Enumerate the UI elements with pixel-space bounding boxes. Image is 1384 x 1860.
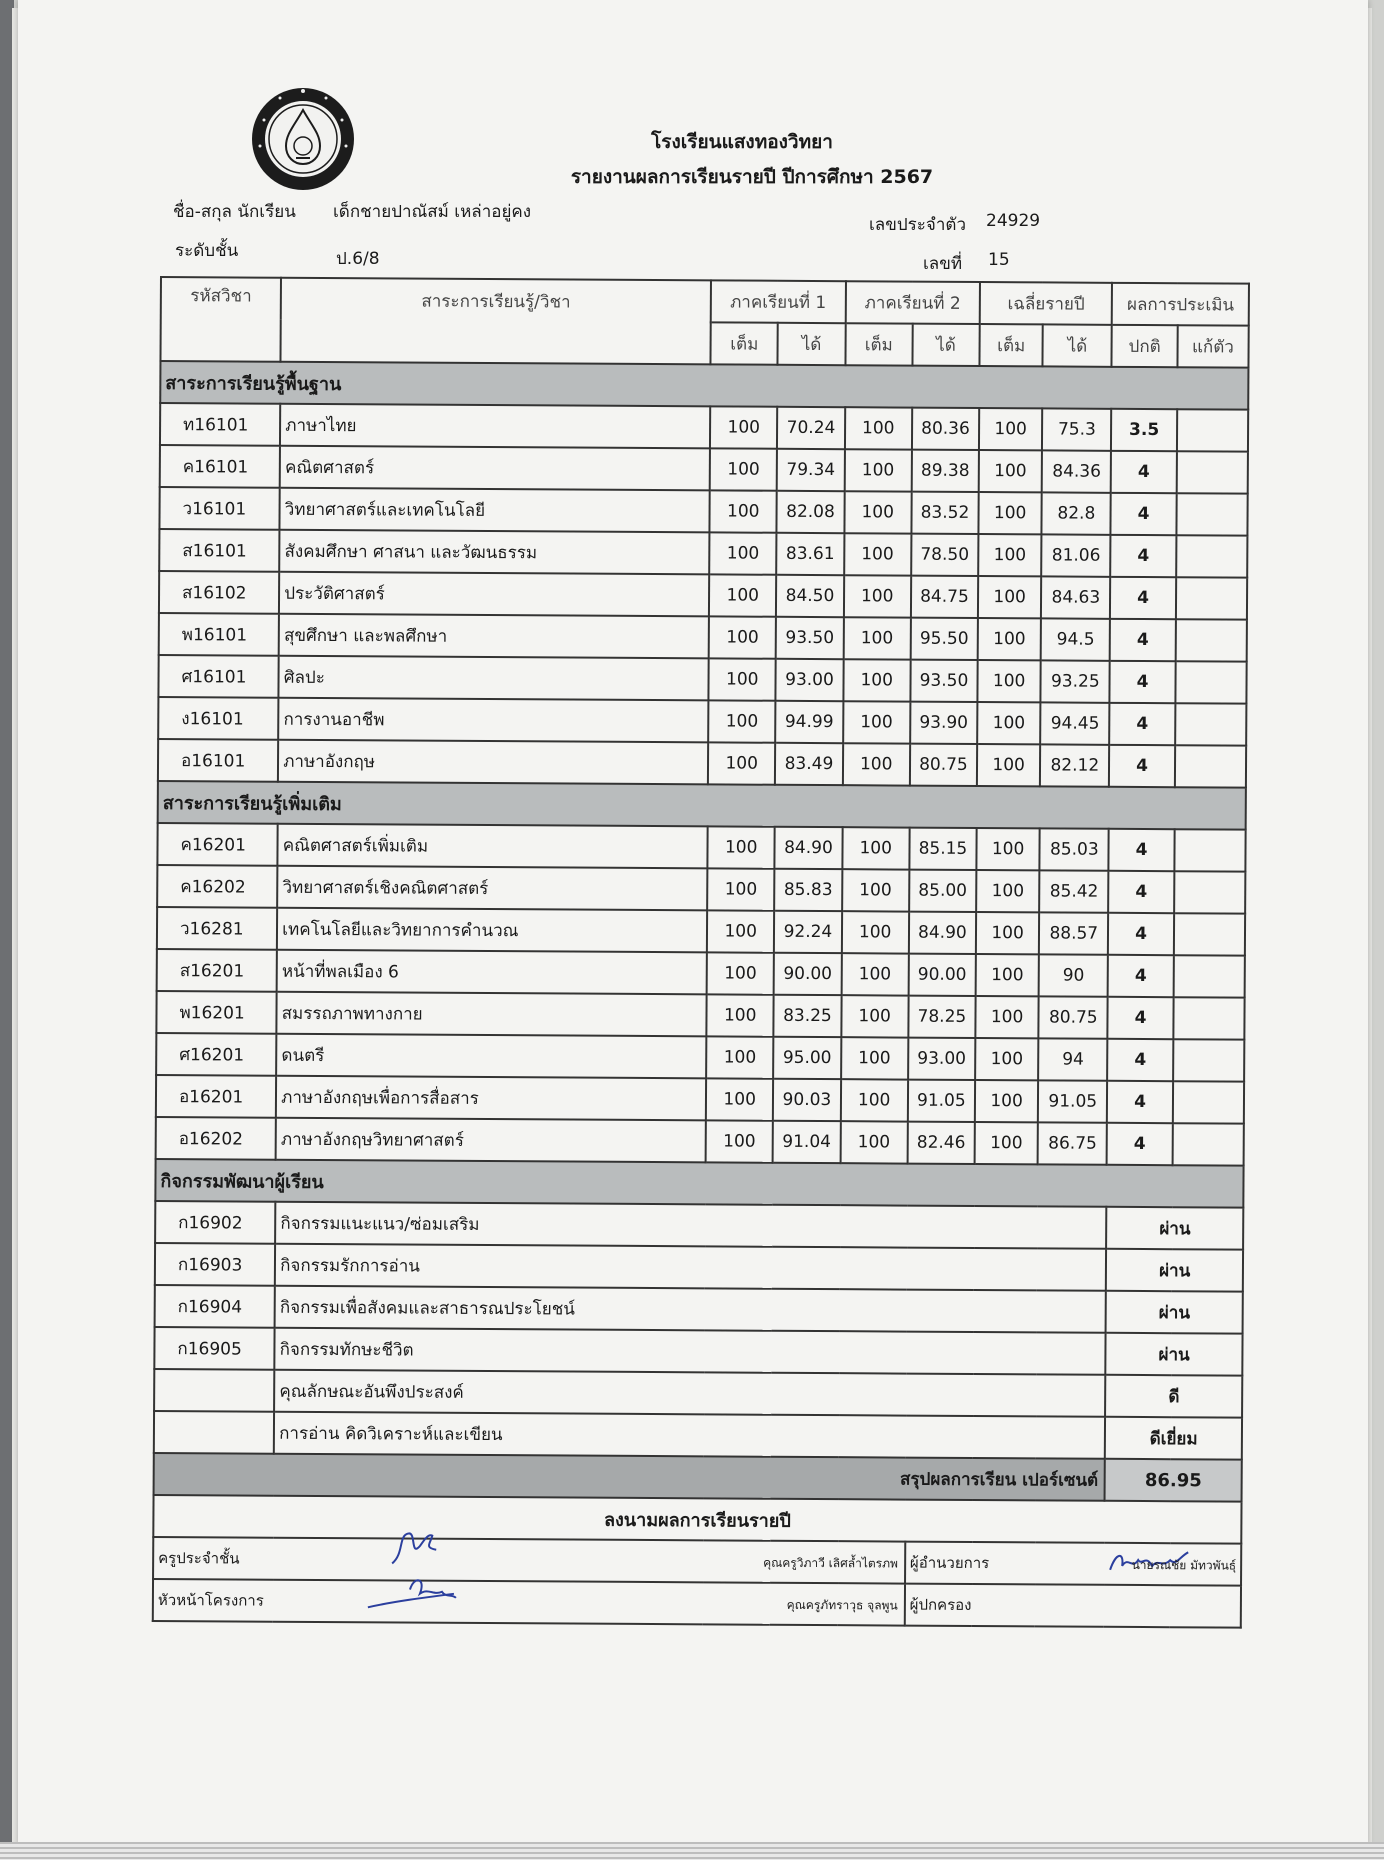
term2-full: 100 bbox=[842, 869, 909, 911]
term1-full: 100 bbox=[709, 532, 776, 574]
subject-row bbox=[159, 487, 1247, 536]
activity-code: ก16904 bbox=[155, 1285, 275, 1328]
term2-got: 80.36 bbox=[912, 408, 979, 450]
activity-code bbox=[154, 1369, 274, 1412]
term2-got: 78.50 bbox=[911, 534, 978, 576]
subject-name: ประวัติศาสตร์ bbox=[279, 572, 709, 617]
term2-full: 100 bbox=[844, 533, 911, 575]
average-full: 100 bbox=[979, 408, 1042, 450]
subject-name: เทคโนโลยีและวิทยาการคำนวณ bbox=[277, 908, 707, 953]
subject-row bbox=[160, 445, 1248, 494]
subject-code: อ16101 bbox=[158, 739, 278, 782]
term1-full: 100 bbox=[708, 700, 775, 742]
grade-corrected bbox=[1173, 997, 1245, 1039]
subject-code: อ16202 bbox=[156, 1117, 276, 1160]
term1-full: 100 bbox=[707, 952, 774, 994]
term1-got: 85.83 bbox=[774, 869, 841, 911]
activity-name: กิจกรรมเพื่อสังคมและสาธารณประโยชน์ bbox=[275, 1286, 1106, 1333]
student-name-label: ชื่อ-สกุล นักเรียน bbox=[173, 202, 296, 222]
term2-got: 85.15 bbox=[909, 828, 976, 870]
table-body-activities bbox=[154, 1159, 1244, 1460]
grade-normal: 4 bbox=[1109, 871, 1174, 913]
subject-name: วิทยาศาสตร์และเทคโนโลยี bbox=[280, 488, 710, 533]
subject-name: คณิตศาสตร์ bbox=[280, 446, 710, 491]
subject-code: ค16202 bbox=[157, 865, 277, 908]
activity-code: ก16905 bbox=[154, 1327, 274, 1370]
activity-name: กิจกรรมรักการอ่าน bbox=[275, 1244, 1106, 1291]
grade-normal: 4 bbox=[1110, 661, 1175, 703]
grade-corrected bbox=[1175, 745, 1247, 787]
header-term1: ภาคเรียนที่ 1 bbox=[711, 280, 846, 323]
term1-got: 94.99 bbox=[775, 701, 842, 743]
section-row-additional bbox=[158, 781, 1246, 830]
average-got: 90 bbox=[1039, 954, 1109, 996]
subject-code: ศ16101 bbox=[158, 655, 278, 698]
subject-name: สมรรถภาพทางกาย bbox=[277, 992, 707, 1037]
grade-corrected bbox=[1174, 829, 1246, 871]
grade-normal: 4 bbox=[1111, 451, 1176, 493]
activity-code: ก16903 bbox=[155, 1243, 275, 1286]
subject-code: ง16101 bbox=[158, 697, 278, 740]
activity-name: กิจกรรมแนะแนว/ซ่อมเสริม bbox=[275, 1202, 1106, 1249]
term1-full: 100 bbox=[707, 910, 774, 952]
term2-got: 83.52 bbox=[911, 492, 978, 534]
grade-corrected bbox=[1175, 703, 1247, 745]
subject-code: ส16201 bbox=[157, 949, 277, 992]
subject-name: คณิตศาสตร์เพิ่มเติม bbox=[278, 824, 708, 869]
summary-value: 86.95 bbox=[1105, 1459, 1242, 1502]
activity-name: คุณลักษณะอันพึงประสงค์ bbox=[274, 1370, 1105, 1417]
subject-name: ศิลปะ bbox=[279, 656, 709, 701]
average-full: 100 bbox=[978, 492, 1041, 534]
subject-row bbox=[156, 1117, 1244, 1166]
average-full: 100 bbox=[979, 450, 1042, 492]
term2-full: 100 bbox=[841, 911, 908, 953]
activity-row bbox=[155, 1243, 1243, 1292]
grade-corrected bbox=[1176, 451, 1248, 493]
average-got: 88.57 bbox=[1039, 912, 1109, 954]
average-got: 82.12 bbox=[1040, 744, 1110, 786]
average-full: 100 bbox=[977, 660, 1040, 702]
grade-corrected bbox=[1176, 577, 1248, 619]
grade-corrected bbox=[1174, 913, 1246, 955]
homeroom-name: คุณครูวิภาวี เลิศล้ำไตรภพ bbox=[763, 1555, 898, 1571]
average-got: 94.45 bbox=[1040, 702, 1110, 744]
term1-got: 79.34 bbox=[777, 449, 844, 491]
header-got: ได้ bbox=[1043, 324, 1113, 366]
term2-full: 100 bbox=[840, 1121, 907, 1163]
average-full: 100 bbox=[975, 996, 1038, 1038]
term1-full: 100 bbox=[706, 1036, 773, 1078]
grade-normal: 4 bbox=[1107, 1123, 1172, 1165]
section-row-activities bbox=[155, 1159, 1243, 1208]
average-full: 100 bbox=[978, 576, 1041, 618]
grade-normal: 4 bbox=[1108, 955, 1173, 997]
grade-corrected bbox=[1173, 1039, 1245, 1081]
term2-got: 84.90 bbox=[909, 912, 976, 954]
term2-got: 80.75 bbox=[910, 744, 977, 786]
table-body bbox=[158, 361, 1249, 788]
activity-code: ก16902 bbox=[155, 1201, 275, 1244]
report-title: รายงานผลการเรียนรายปี ปีการศึกษา 2567 bbox=[570, 166, 934, 188]
term2-got: 85.00 bbox=[909, 870, 976, 912]
average-full: 100 bbox=[976, 828, 1039, 870]
subject-row bbox=[157, 949, 1245, 998]
average-full: 100 bbox=[976, 912, 1039, 954]
term2-got: 93.50 bbox=[910, 660, 977, 702]
subject-name: ภาษาอังกฤษเพื่อการสื่อสาร bbox=[276, 1076, 706, 1121]
term2-got: 95.50 bbox=[910, 618, 977, 660]
project-head-signature bbox=[364, 1567, 474, 1618]
table-footer bbox=[153, 1453, 1242, 1628]
subject-name: ภาษาไทย bbox=[280, 404, 710, 449]
header-got: ได้ bbox=[912, 324, 979, 366]
term1-got: 70.24 bbox=[777, 407, 844, 449]
term2-full: 100 bbox=[841, 953, 908, 995]
term2-full: 100 bbox=[844, 449, 911, 491]
table-header bbox=[160, 277, 1248, 368]
average-full: 100 bbox=[975, 1122, 1038, 1164]
school-name: โรงเรียนแสงทองวิทยา bbox=[651, 131, 833, 153]
subject-code: พ16101 bbox=[159, 613, 279, 656]
subject-row bbox=[160, 403, 1248, 452]
grade-corrected bbox=[1174, 871, 1246, 913]
subject-name: วิทยาศาสตร์เชิงคณิตศาสตร์ bbox=[277, 866, 707, 911]
header-evaluation: ผลการประเมิน bbox=[1112, 283, 1249, 326]
average-got: 82.8 bbox=[1042, 492, 1112, 534]
grade-corrected bbox=[1175, 661, 1247, 703]
term1-full: 100 bbox=[710, 490, 777, 532]
subject-name: สุขศึกษา และพลศึกษา bbox=[279, 614, 709, 659]
term1-got: 84.50 bbox=[776, 575, 843, 617]
grade-corrected bbox=[1176, 535, 1248, 577]
activity-result: ผ่าน bbox=[1106, 1291, 1243, 1334]
header-corrected: แก้ตัว bbox=[1177, 325, 1249, 367]
term2-full: 100 bbox=[841, 1037, 908, 1079]
student-number-value: 15 bbox=[988, 250, 1010, 270]
level-value: ป.6/8 bbox=[336, 249, 380, 269]
grade-normal: 4 bbox=[1108, 1039, 1173, 1081]
term2-full: 100 bbox=[841, 995, 908, 1037]
header-full: เต็ม bbox=[845, 323, 912, 365]
term2-got: 82.46 bbox=[907, 1122, 974, 1164]
grade-corrected bbox=[1172, 1081, 1244, 1123]
grade-report-table bbox=[152, 276, 1250, 1629]
student-id-value: 24929 bbox=[986, 211, 1041, 231]
term2-full: 100 bbox=[843, 575, 910, 617]
summary-label: สรุปผลการเรียน เปอร์เซนต์ bbox=[154, 1453, 1106, 1501]
subject-code: ท16101 bbox=[160, 403, 280, 446]
activity-row bbox=[154, 1327, 1242, 1376]
average-full: 100 bbox=[976, 954, 1039, 996]
subject-row bbox=[159, 571, 1247, 620]
term2-got: 78.25 bbox=[908, 996, 975, 1038]
subject-name: ภาษาอังกฤษ bbox=[278, 740, 708, 785]
term1-full: 100 bbox=[706, 1120, 773, 1162]
grade-normal: 4 bbox=[1110, 619, 1175, 661]
subject-name: ภาษาอังกฤษวิทยาศาสตร์ bbox=[276, 1118, 706, 1163]
grade-corrected bbox=[1176, 493, 1248, 535]
term1-got: 83.61 bbox=[777, 533, 844, 575]
term1-full: 100 bbox=[707, 868, 774, 910]
section-title: สาระการเรียนรู้เพิ่มเติม bbox=[158, 781, 1246, 830]
header-code: รหัสวิชา bbox=[160, 277, 281, 362]
average-got: 84.63 bbox=[1041, 576, 1111, 618]
student-name-value: เด็กชายปาณัสม์ เหล่าอยู่คง bbox=[333, 202, 532, 222]
average-got: 75.3 bbox=[1042, 408, 1112, 450]
header-average: เฉลี่ยรายปี bbox=[980, 282, 1113, 325]
term1-got: 82.08 bbox=[777, 491, 844, 533]
activity-name: กิจกรรมทักษะชีวิต bbox=[275, 1328, 1106, 1375]
parent-cell bbox=[905, 1584, 1241, 1628]
term2-got: 91.05 bbox=[908, 1080, 975, 1122]
grade-corrected bbox=[1175, 619, 1247, 661]
subject-code: พ16201 bbox=[156, 991, 276, 1034]
director-name: นายรณชัย มัทวพันธุ์ bbox=[1131, 1557, 1237, 1573]
section-title: สาระการเรียนรู้พื้นฐาน bbox=[160, 361, 1248, 410]
term2-full: 100 bbox=[842, 827, 909, 869]
grade-normal: 4 bbox=[1109, 745, 1174, 787]
subject-code: อ16201 bbox=[156, 1075, 276, 1118]
average-full: 100 bbox=[977, 702, 1040, 744]
term1-full: 100 bbox=[707, 826, 774, 868]
term1-got: 93.00 bbox=[776, 659, 843, 701]
subject-row bbox=[157, 907, 1245, 956]
term2-got: 89.38 bbox=[911, 450, 978, 492]
activity-row bbox=[155, 1201, 1243, 1250]
header-subject: สาระการเรียนรู้/วิชา bbox=[281, 278, 711, 365]
average-got: 85.42 bbox=[1039, 870, 1109, 912]
subject-code: ค16201 bbox=[157, 823, 277, 866]
activity-result: ดีเยี่ยม bbox=[1105, 1417, 1242, 1460]
grade-normal: 4 bbox=[1108, 913, 1173, 955]
term1-got: 83.49 bbox=[775, 743, 842, 785]
header-full: เต็ม bbox=[979, 324, 1042, 366]
subject-row bbox=[156, 1075, 1244, 1124]
summary-row bbox=[154, 1453, 1242, 1502]
term1-got: 91.04 bbox=[773, 1121, 840, 1163]
student-id-label: เลขประจำตัว bbox=[869, 215, 966, 235]
term1-full: 100 bbox=[709, 658, 776, 700]
term2-got: 90.00 bbox=[908, 954, 975, 996]
table-body-additional bbox=[156, 781, 1246, 1166]
term1-got: 93.50 bbox=[776, 617, 843, 659]
term1-got: 83.25 bbox=[774, 995, 841, 1037]
term2-full: 100 bbox=[840, 1079, 907, 1121]
average-full: 100 bbox=[976, 870, 1039, 912]
grade-corrected bbox=[1173, 955, 1245, 997]
subject-code: ส16101 bbox=[159, 529, 279, 572]
subject-row bbox=[158, 739, 1246, 788]
average-got: 94 bbox=[1038, 1038, 1108, 1080]
subject-row bbox=[157, 865, 1245, 914]
average-got: 85.03 bbox=[1040, 828, 1110, 870]
student-number-label: เลขที่ bbox=[923, 254, 963, 274]
term2-full: 100 bbox=[843, 617, 910, 659]
level-label: ระดับชั้น bbox=[175, 241, 239, 261]
signature-title-row bbox=[153, 1495, 1241, 1544]
term2-full: 100 bbox=[844, 491, 911, 533]
activity-code bbox=[154, 1411, 274, 1454]
header-normal: ปกติ bbox=[1112, 325, 1177, 367]
header-full: เต็ม bbox=[711, 322, 778, 364]
grade-normal: 3.5 bbox=[1111, 409, 1176, 451]
term1-got: 92.24 bbox=[774, 911, 841, 953]
average-got: 93.25 bbox=[1041, 660, 1111, 702]
grade-normal: 4 bbox=[1109, 829, 1174, 871]
subject-code: ว16281 bbox=[157, 907, 277, 950]
term2-got: 93.90 bbox=[910, 702, 977, 744]
grade-corrected bbox=[1177, 409, 1249, 451]
project-head-label: หัวหน้าโครงการ bbox=[157, 1591, 264, 1610]
term2-full: 100 bbox=[842, 743, 909, 785]
average-got: 86.75 bbox=[1038, 1122, 1108, 1164]
subject-code: ศ16201 bbox=[156, 1033, 276, 1076]
activity-result: ผ่าน bbox=[1106, 1333, 1243, 1376]
homeroom-label: ครูประจำชั้น bbox=[158, 1549, 240, 1568]
activity-name: การอ่าน คิดวิเคราะห์และเขียน bbox=[274, 1412, 1105, 1459]
project-head-name: คุณครูภัทราวุธ จุลพูน bbox=[786, 1597, 898, 1613]
term2-full: 100 bbox=[845, 407, 912, 449]
activity-row bbox=[154, 1369, 1242, 1418]
subject-row bbox=[159, 529, 1247, 578]
term1-full: 100 bbox=[709, 616, 776, 658]
stacked-pages-edge bbox=[0, 1842, 1384, 1860]
subject-row bbox=[158, 697, 1246, 746]
term1-got: 84.90 bbox=[775, 827, 842, 869]
subject-code: ว16101 bbox=[159, 487, 279, 530]
term1-full: 100 bbox=[706, 1078, 773, 1120]
activity-result: ดี bbox=[1106, 1375, 1243, 1418]
average-got: 94.5 bbox=[1041, 618, 1111, 660]
signature-title: ลงนามผลการเรียนรายปี bbox=[153, 1495, 1241, 1544]
term2-full: 100 bbox=[843, 659, 910, 701]
activity-row bbox=[155, 1285, 1243, 1334]
average-got: 84.36 bbox=[1042, 450, 1112, 492]
term1-full: 100 bbox=[709, 574, 776, 616]
subject-row bbox=[157, 823, 1245, 872]
project-head-cell bbox=[153, 1579, 905, 1626]
subject-name: สังคมศึกษา ศาสนา และวัฒนธรรม bbox=[279, 530, 709, 575]
subject-row bbox=[156, 1033, 1244, 1082]
term1-got: 95.00 bbox=[773, 1037, 840, 1079]
average-full: 100 bbox=[978, 534, 1041, 576]
term1-full: 100 bbox=[708, 742, 775, 784]
signature-row-1 bbox=[153, 1537, 1241, 1586]
grade-corrected bbox=[1172, 1123, 1244, 1165]
activity-result: ผ่าน bbox=[1107, 1207, 1244, 1250]
average-full: 100 bbox=[975, 1080, 1038, 1122]
grade-normal: 4 bbox=[1108, 997, 1173, 1039]
director-label: ผู้อำนวยการ bbox=[909, 1553, 990, 1573]
average-full: 100 bbox=[978, 618, 1041, 660]
term2-full: 100 bbox=[843, 701, 910, 743]
average-got: 81.06 bbox=[1041, 534, 1111, 576]
subject-row bbox=[159, 613, 1247, 662]
subject-name: ดนตรี bbox=[276, 1034, 706, 1079]
subject-name: หน้าที่พลเมือง 6 bbox=[277, 950, 707, 995]
homeroom-cell bbox=[153, 1537, 905, 1584]
grade-normal: 4 bbox=[1110, 703, 1175, 745]
term1-full: 100 bbox=[710, 406, 777, 448]
term1-got: 90.00 bbox=[774, 953, 841, 995]
header-got: ได้ bbox=[778, 323, 845, 365]
signature-row-2 bbox=[153, 1579, 1241, 1628]
term1-full: 100 bbox=[706, 994, 773, 1036]
parent-label: ผู้ปกครอง bbox=[909, 1595, 972, 1614]
grade-normal: 4 bbox=[1111, 535, 1176, 577]
section-title: กิจกรรมพัฒนาผู้เรียน bbox=[155, 1159, 1243, 1208]
subject-row bbox=[158, 655, 1246, 704]
average-got: 80.75 bbox=[1039, 996, 1109, 1038]
average-full: 100 bbox=[977, 744, 1040, 786]
average-full: 100 bbox=[975, 1038, 1038, 1080]
term1-full: 100 bbox=[710, 448, 777, 490]
grade-normal: 4 bbox=[1111, 493, 1176, 535]
term1-got: 90.03 bbox=[773, 1079, 840, 1121]
term2-got: 93.00 bbox=[908, 1038, 975, 1080]
subject-code: ค16101 bbox=[160, 445, 280, 488]
activity-row bbox=[154, 1411, 1242, 1460]
activity-result: ผ่าน bbox=[1106, 1249, 1243, 1292]
director-cell bbox=[905, 1542, 1241, 1586]
average-got: 91.05 bbox=[1038, 1080, 1108, 1122]
header-term2: ภาคเรียนที่ 2 bbox=[845, 281, 980, 324]
subject-code: ส16102 bbox=[159, 571, 279, 614]
term2-got: 84.75 bbox=[911, 576, 978, 618]
section-row-basic bbox=[160, 361, 1248, 410]
subject-row bbox=[156, 991, 1244, 1040]
grade-normal: 4 bbox=[1107, 1081, 1172, 1123]
grade-normal: 4 bbox=[1110, 577, 1175, 619]
homeroom-signature bbox=[384, 1523, 444, 1573]
subject-name: การงานอาชีพ bbox=[278, 698, 708, 743]
